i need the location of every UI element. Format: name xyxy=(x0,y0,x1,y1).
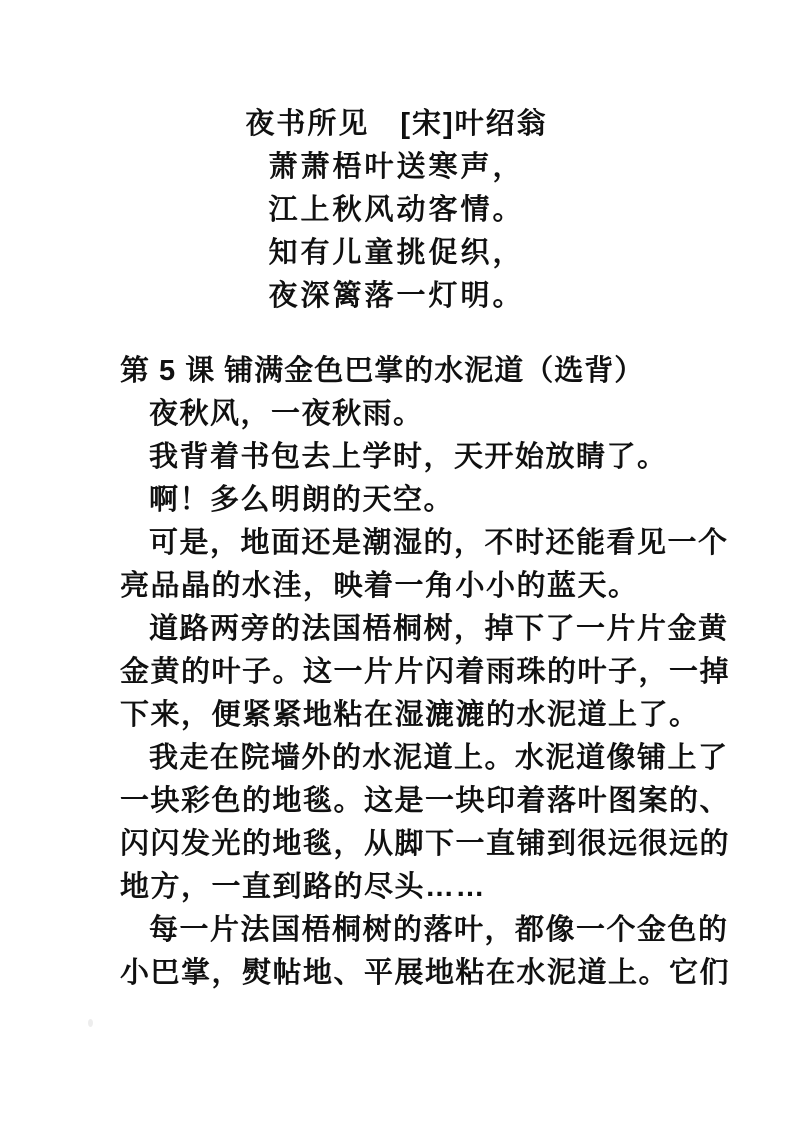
lesson-body xyxy=(120,393,793,995)
paragraph-line: 金黄的叶子。这一片片闪着雨珠的叶子，一掉 xyxy=(120,656,731,688)
paragraph xyxy=(120,737,793,909)
poem-line: 知有儿童挑促织， xyxy=(268,237,525,269)
scan-artifact xyxy=(88,1019,93,1027)
paragraph xyxy=(120,608,793,737)
paragraph-line: 我背着书包去上学时，天开始放睛了。 xyxy=(149,441,668,473)
paragraph-line: 亮品晶的水洼，映着一角小小的蓝天。 xyxy=(120,570,639,602)
paragraph-line: 夜秋风，一夜秋雨。 xyxy=(149,398,424,430)
paragraph-line: 下来，便紧紧地粘在湿漉漉的水泥道上了。 xyxy=(120,699,700,731)
paragraph-line: 我走在院墙外的水泥道上。水泥道像铺上了 xyxy=(149,742,729,774)
paragraph-line: 可是，地面还是潮湿的，不时还能看见一个 xyxy=(149,527,729,559)
poem-section xyxy=(0,103,793,318)
paragraph-line: 道路两旁的法国梧桐树，掉下了一片片金黄 xyxy=(149,613,729,645)
paragraph-line: 啊！多么明朗的天空。 xyxy=(149,484,455,516)
paragraph xyxy=(120,909,793,995)
poem-lines xyxy=(0,146,793,318)
lesson-heading: 第 5 课 铺满金色巴掌的水泥道（选背） xyxy=(120,355,645,387)
paragraph xyxy=(120,436,793,479)
paragraph xyxy=(120,479,793,522)
paragraph-line: 一块彩色的地毯。这是一块印着落叶图案的、 xyxy=(120,785,731,817)
poem-title: 夜书所见 [宋]叶绍翁 xyxy=(245,108,548,140)
paragraph-line: 每一片法国梧桐树的落叶，都像一个金色的 xyxy=(149,914,729,946)
paragraph xyxy=(120,393,793,436)
paragraph-line: 闪闪发光的地毯，从脚下一直铺到很远很远的 xyxy=(120,828,731,860)
poem-line: 江上秋风动客情。 xyxy=(268,194,525,226)
paragraph-line: 小巴掌，熨帖地、平展地粘在水泥道上。它们 xyxy=(120,957,731,989)
paragraph xyxy=(120,522,793,608)
poem-line: 萧萧梧叶送寒声， xyxy=(268,151,525,183)
lesson-section xyxy=(0,350,793,995)
paragraph-line: 地方，一直到路的尽头…… xyxy=(120,871,487,903)
page-content xyxy=(0,103,793,995)
poem-line: 夜深篱落一灯明。 xyxy=(268,280,525,312)
